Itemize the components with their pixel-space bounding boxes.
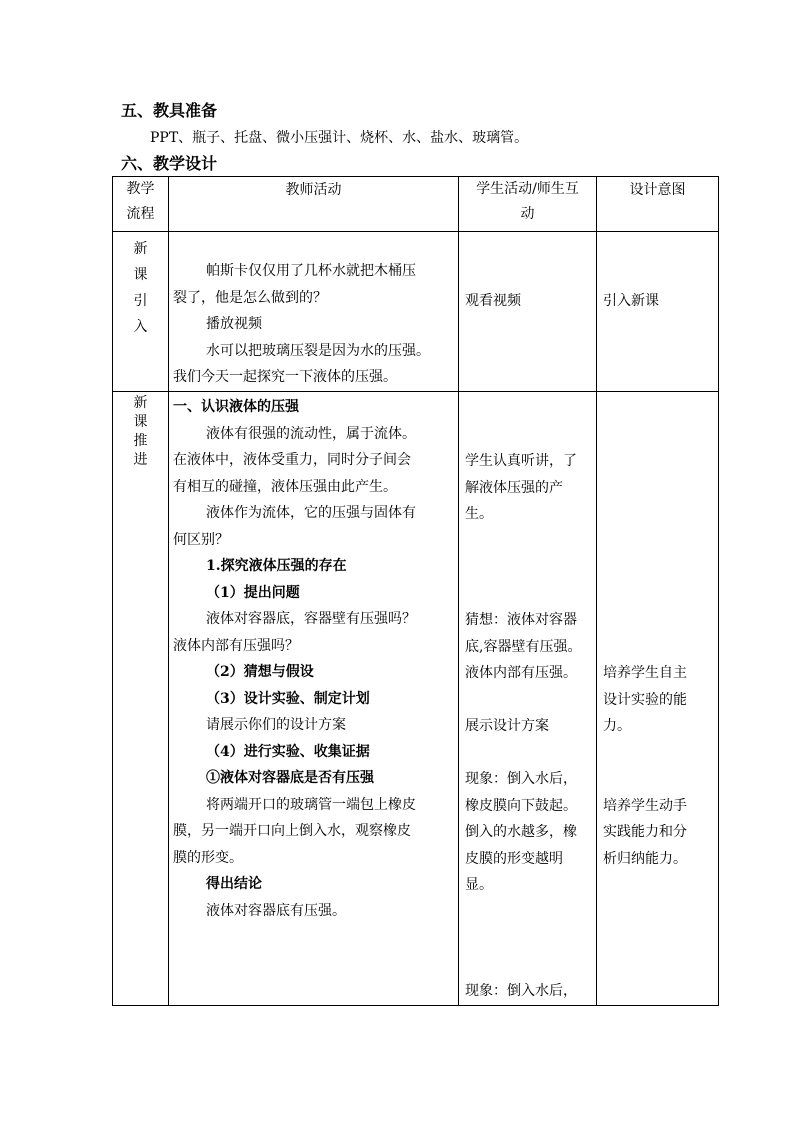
materials-list: PPT、瓶子、托盘、微小压强计、烧杯、水、盐水、玻璃管。: [150, 130, 529, 146]
header-flow: 教学 流程: [113, 177, 169, 232]
table-row: [113, 392, 719, 1006]
teacher-activity-advance: 一、认识液体的压强 液体有很强的流动性，属于流体。 在液体中，液体受重力，同时分子间会 有相互的碰撞，液体压强由此产生。 液体作为流体，它的压强与固体有 何区别？ 1.探究液体压强的存在 （1）提出问题 液体对容器底，容器壁有压强吗？ 液体内部有压强吗？ （2）猜想与假设 （3）设计实验、制定计划 请展示你们的设计方案 （4）进行实验、收集证据 ①液体对容器底是否有压强 将两端开口的玻璃管一端包上橡皮 膜，另一端开口向上倒入水，观察橡皮 膜的形变。 得出结论 液体对容器底有压强。: [169, 392, 459, 1006]
section5-title: 五、教具准备: [121, 101, 218, 120]
teacher-activity-intro: 帕斯卡仅仅用了几杯水就把木桶压 裂了，他是怎么做到的？ 播放视频 水可以把玻璃压裂是因为水的压强。 我们今天一起探究一下液体的压强。: [169, 232, 459, 392]
table-header-row: [113, 177, 719, 232]
table-row: [113, 232, 719, 392]
design-intent-advance: 培养学生自主 设计实验的能 力。 培养学生动手 实践能力和分 析归纳能力。: [597, 392, 719, 1006]
header-design-intent: 设计意图: [597, 177, 719, 232]
student-activity-intro: 观看视频: [459, 232, 597, 392]
header-student-activity: 学生活动/师生互 动: [459, 177, 597, 232]
student-activity-advance: 学生认真听讲，了 解液体压强的产 生。 猜想：液体对容器 底,容器壁有压强。 液体内部有压强。 展示设计方案 现象：倒入水后， 橡皮膜向下鼓起。 倒入的水越多，橡 皮膜的形变越明 显。 现象：倒入水后，: [459, 392, 597, 1006]
flow-label-intro: 新 课 引 入: [113, 232, 169, 392]
flow-label-advance: 新 课 推 进: [113, 392, 169, 1006]
design-intent-intro: 引入新课: [597, 232, 719, 392]
lesson-design-table: [112, 176, 719, 1006]
header-teacher-activity: 教师活动: [169, 177, 459, 232]
section6-title: 六、教学设计: [121, 154, 218, 173]
